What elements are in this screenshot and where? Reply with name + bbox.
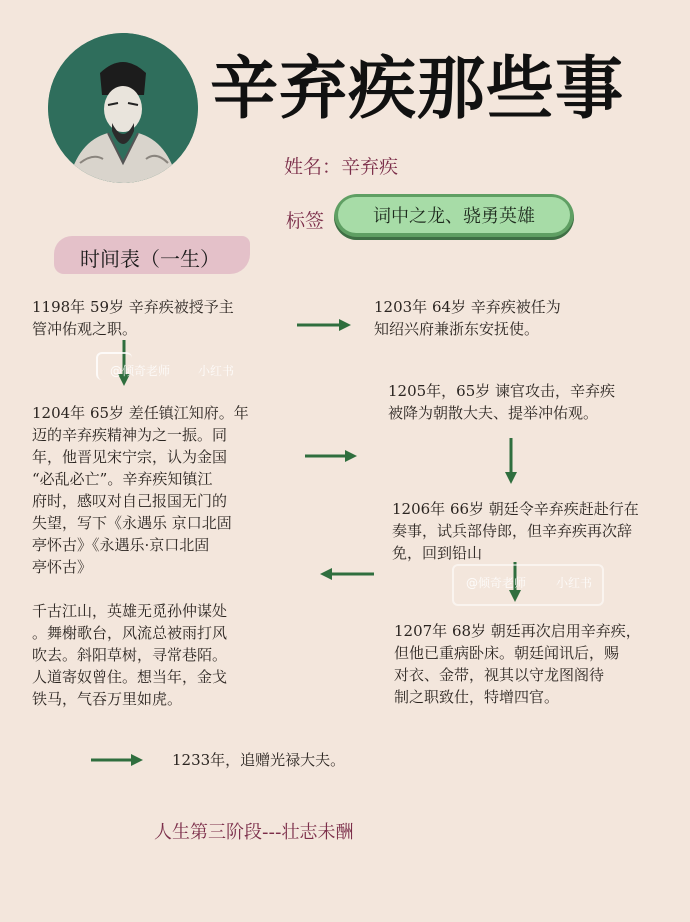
poem-line: 铁马，气吞万里如虎。	[32, 690, 183, 708]
entry-line: 但他已重病卧床。朝廷闻讯后，赐	[394, 644, 620, 662]
entry-line: 迈的辛弃疾精神为之一振。同	[32, 426, 228, 444]
entry-line: 失望，写下《永遇乐 京口北固	[32, 514, 232, 532]
poem-line: 人道寄奴曾住。想当年，金戈	[32, 668, 228, 686]
tag-label: 标签	[286, 210, 325, 232]
entry-line: 免，回到铅山	[392, 544, 483, 562]
tag-badge	[334, 194, 574, 240]
poem-line: 。舞榭歌台，风流总被雨打风	[32, 624, 228, 642]
entry-line: 被降为朝散大夫、提举冲佑观。	[388, 404, 599, 422]
entry-line: 管冲佑观之职。	[32, 320, 138, 338]
entry-line: 府时，感叹对自己报国无门的	[32, 492, 228, 510]
poem-line: 千古江山，英雄无觅孙仲谋处	[32, 602, 228, 620]
entry-line: 1198年 59岁 辛弃疾被授予主	[32, 298, 234, 316]
timeline-entry-1207	[394, 620, 641, 708]
timeline-entry-1198	[32, 296, 234, 340]
watermark-brand: 小红书	[198, 364, 235, 378]
entry-line: 对衣、金带，视其以守龙图阁待	[394, 666, 605, 684]
arrow-down-icon	[504, 438, 518, 488]
poem-excerpt	[32, 600, 227, 710]
watermark-brand: 小红书	[556, 576, 593, 590]
timeline-entry-1205	[388, 380, 615, 424]
portrait-avatar	[48, 33, 198, 183]
watermark-author: @倾奇老师	[110, 364, 171, 378]
poem-line: 吹去。斜阳草树，寻常巷陌。	[32, 646, 228, 664]
entry-line: 1204年 65岁 差任镇江知府。年	[32, 404, 249, 422]
entry-line: 知绍兴府兼浙东安抚使。	[374, 320, 540, 338]
timeline-entry-1204	[32, 402, 249, 578]
arrow-right-icon	[305, 449, 357, 463]
entry-line: 1203年 64岁 辛弃疾被任为	[374, 298, 561, 316]
entry-line: 1205年，65岁 谏官攻击，辛弃疾	[388, 382, 616, 400]
stage-caption: 人生第三阶段---壮志未酬	[154, 822, 354, 843]
arrow-right-icon	[297, 318, 351, 332]
timeline-entry-1206	[392, 498, 639, 564]
watermark-author: @倾奇老师	[466, 576, 527, 590]
entry-line: 1206年 66岁 朝廷令辛弃疾赶赴行在	[392, 500, 639, 518]
entry-line: 奏事，试兵部侍郎，但辛弃疾再次辞	[392, 522, 633, 540]
arrow-left-icon	[320, 567, 374, 581]
name-line: 姓名：辛弃疾	[284, 156, 399, 178]
timeline-entry-1233: 1233年，追赠光禄大夫。	[172, 751, 346, 769]
tag-value: 词中之龙、骁勇英雄	[338, 197, 570, 233]
entry-line: “必乱必亡”。辛弃疾知镇江	[32, 470, 213, 488]
timeline-entry-1203	[374, 296, 561, 340]
entry-line: 年，他晋见宋宁宗，认为金国	[32, 448, 228, 466]
page-title: 辛弃疾那些事	[210, 50, 625, 129]
entry-line: 制之职致仕，特增四官。	[394, 688, 560, 706]
section-title: 时间表（一生）	[80, 247, 220, 271]
entry-line: 1207年 68岁 朝廷再次启用辛弃疾，	[394, 622, 641, 640]
arrow-right-icon	[91, 753, 143, 767]
entry-line: 亭怀古》《永遇乐·京口北固	[32, 536, 210, 554]
entry-line: 亭怀古》	[32, 558, 93, 576]
